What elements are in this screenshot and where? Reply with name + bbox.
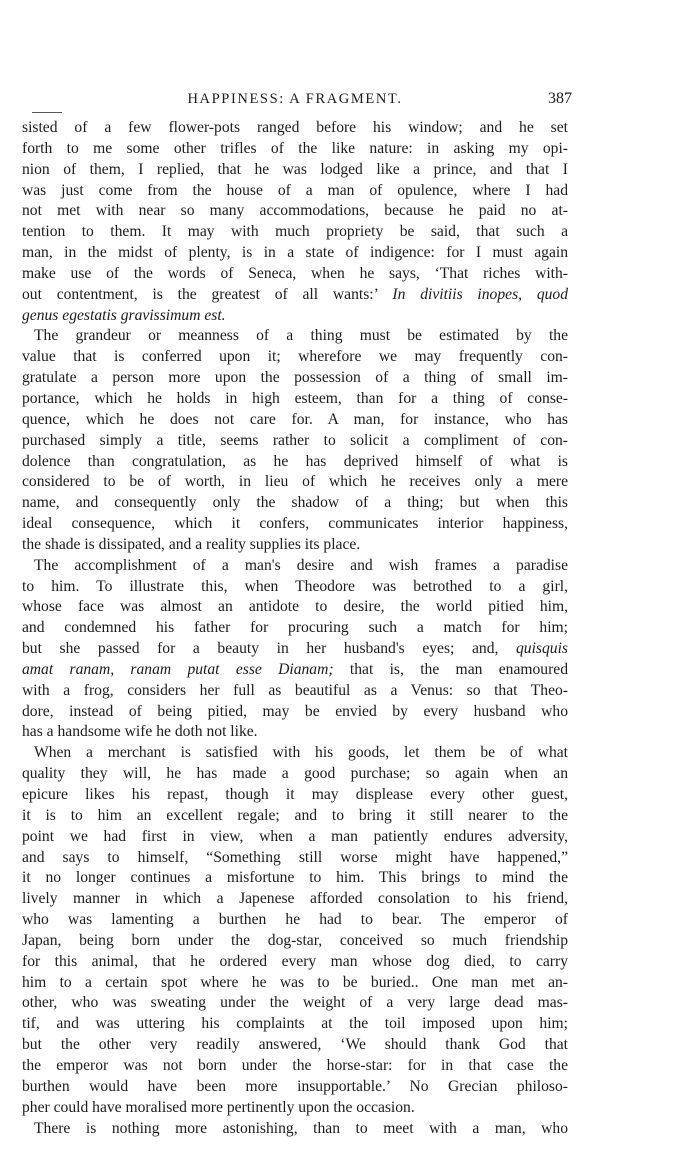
text-line [22, 931, 568, 952]
line-text: has a handsome wife he doth not like. [22, 723, 258, 741]
line-text: not met with near so many accommodations, because he paid no at- [22, 202, 568, 220]
line-text: quality they will, he has made a good purchase; so again when an [22, 765, 568, 783]
line-text: name, and consequently only the shadow of a thing; but when this [22, 494, 568, 512]
text-line [22, 285, 568, 306]
text-line [22, 889, 568, 910]
text-line [22, 410, 568, 431]
text-line [22, 368, 568, 389]
line-text: gratulate a person more upon the possession of a thing of small im- [22, 369, 568, 387]
text-line [22, 868, 568, 889]
text-line [22, 681, 568, 702]
text-line [22, 556, 568, 577]
text-line [22, 827, 568, 848]
line-text: and condemned his father for procuring such a match for him; [22, 619, 568, 637]
book-page [22, 88, 572, 1139]
text-line [22, 660, 568, 681]
text-line [22, 118, 568, 139]
line-text: When a merchant is satisfied with his goods, let them be of what [34, 744, 568, 762]
line-text: for this animal, that he ordered every man whose dog died, to carry [22, 952, 568, 970]
text-line [22, 848, 568, 869]
text-line [22, 535, 568, 556]
text-line [22, 1035, 568, 1056]
text-line [22, 452, 568, 473]
line-text: Japan, being born under the dog-star, conceived so much friendship [22, 931, 568, 949]
text-line [22, 306, 568, 327]
line-text: it is to him an excellent regale; and to bring it still nearer to the [22, 806, 568, 824]
text-line [22, 973, 568, 994]
text-line [22, 431, 568, 452]
text-line [22, 389, 568, 410]
text-line [22, 326, 568, 347]
text-line [22, 764, 568, 785]
text-line [22, 1077, 568, 1098]
text-line [22, 201, 568, 222]
text-line [22, 264, 568, 285]
line-text: forth to me some other trifles of the like nature: in asking my opi- [22, 139, 568, 157]
italic-quote: quisquis [516, 640, 568, 658]
text-line [22, 1098, 568, 1119]
text-line [22, 493, 568, 514]
text-line [22, 160, 568, 181]
text-line [22, 514, 568, 535]
italic-quote: In divitiis inopes, quod [392, 285, 569, 303]
line-text: dore, instead of being pitied, may be envied by every husband who [22, 702, 568, 720]
text-line [22, 472, 568, 493]
text-line [22, 577, 568, 598]
text-line [22, 702, 568, 723]
line-text: it no longer continues a misfortune to him. This brings to mind the [22, 869, 568, 887]
line-text: pher could have moralised more pertinently upon the occasion. [22, 1098, 415, 1116]
line-text: man, in the midst of plenty, is in a state of indigence: for I must again [22, 244, 568, 262]
line-text: ideal consequence, which it confers, communicates interior happiness, [22, 515, 568, 533]
line-text: and says to himself, “Something still worse might have happened,” [22, 848, 568, 866]
running-head: HAPPINESS: A FRAGMENT. [187, 91, 403, 107]
line-text: nion of them, I replied, that he was lodged like a prince, and that I [22, 160, 568, 178]
page-header [22, 88, 572, 118]
line-text: burthen would have been more insupportable.’ No Grecian philoso- [22, 1077, 568, 1095]
text-line [22, 243, 568, 264]
line-text: the shade is dissipated, and a reality supplies its place. [22, 535, 361, 553]
line-text: dolence than congratulation, as he has deprived himself of what is [22, 452, 568, 470]
text-line [22, 618, 568, 639]
line-text: considered to be of worth, in lieu of which he receives only a mere [22, 473, 568, 491]
text-line [22, 222, 568, 243]
page-number: 387 [548, 90, 572, 107]
line-text: lively manner in which a Japenese afforded consolation to his friend, [22, 890, 568, 908]
line-text: make use of the words of Seneca, when he says, ‘That riches with- [22, 264, 568, 282]
line-text: out contentment, is the greatest of all wants:’ [22, 285, 393, 303]
line-text: whose face was almost an antidote to desire, the world pitied him, [22, 598, 568, 616]
text-line [22, 806, 568, 827]
line-text: other, who was sweating under the weight of a very large dead mas- [22, 994, 568, 1012]
text-line [22, 993, 568, 1014]
text-line [22, 139, 568, 160]
text-line [22, 639, 568, 660]
line-text: with a frog, considers her full as beautiful as a Venus: so that Theo- [22, 681, 568, 699]
line-text: quence, which he does not care for. A man, for instance, who has [22, 410, 568, 428]
line-text: but she passed for a beauty in her husband's eyes; and, [22, 640, 516, 658]
text-line [22, 1056, 568, 1077]
body-text [22, 118, 568, 1139]
text-line [22, 1014, 568, 1035]
text-line [22, 181, 568, 202]
line-text: portance, which he holds in high esteem, than for a thing of conse- [22, 389, 568, 407]
line-text: sisted of a few flower-pots ranged before his window; and he set [22, 119, 568, 136]
line-text-after: that is, the man enamoured [333, 660, 568, 678]
line-text: to him. To illustrate this, when Theodore was betrothed to a girl, [22, 577, 568, 595]
text-line [22, 1119, 568, 1140]
line-text: The accomplishment of a man's desire and wish frames a paradise [34, 556, 568, 574]
line-text: The grandeur or meanness of a thing must be estimated by the [34, 327, 568, 345]
line-text: point we had first in view, when a man patiently endures adversity, [22, 827, 568, 845]
line-text: tif, and was uttering his complaints at the toil imposed upon him; [22, 1015, 568, 1033]
italic-quote: genus egestatis gravissimum est. [22, 306, 226, 324]
text-line [22, 743, 568, 764]
line-text: purchased simply a title, seems rather to solicit a compliment of con- [22, 431, 568, 449]
italic-quote: amat ranam, ranam putat esse Dianam; [22, 660, 334, 678]
text-line [22, 347, 568, 368]
line-text: epicure likes his repast, though it may displease every other guest, [22, 786, 568, 803]
line-text: was just come from the house of a man of opulence, where I had [22, 181, 568, 199]
line-text: but the other very readily answered, ‘We should thank God that [22, 1036, 568, 1054]
line-text: the emperor was not born under the horse-star: for in that case the [22, 1056, 568, 1074]
line-text: value that is conferred upon it; wherefore we may frequently con- [22, 348, 568, 366]
text-line [22, 952, 568, 973]
text-line [22, 722, 568, 743]
line-text: who was lamenting a burthen he had to bear. The emperor of [22, 911, 568, 929]
line-text: tention to them. It may with much propriety be said, that such a [22, 223, 568, 241]
text-line [22, 597, 568, 618]
header-rule [32, 112, 62, 113]
text-line [22, 910, 568, 931]
text-line [22, 785, 568, 806]
line-text: There is nothing more astonishing, than to meet with a man, who [34, 1119, 568, 1137]
line-text: him to a certain spot where he was to be buried.. One man met an- [22, 973, 568, 991]
